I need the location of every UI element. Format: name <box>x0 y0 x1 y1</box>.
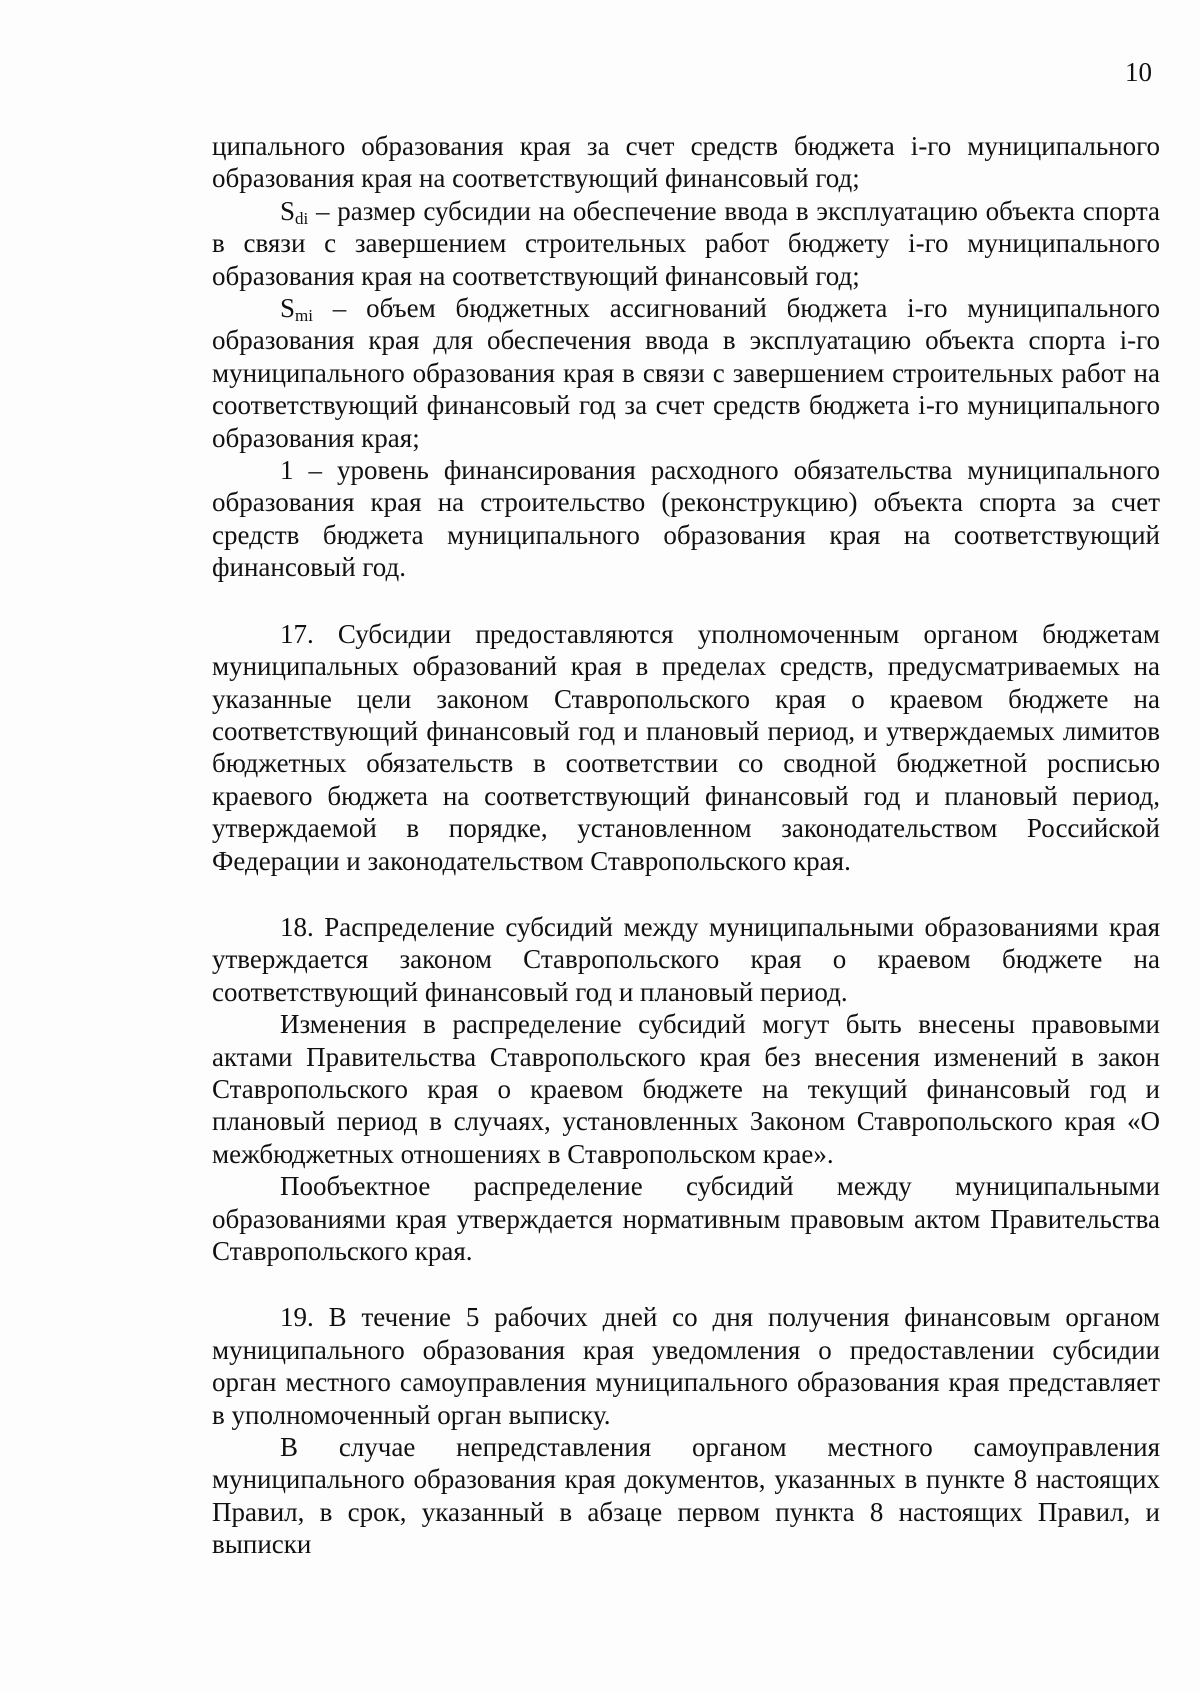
paragraph-continuation: ципального образования края за счет средств бюджета i-го муниципального образования края на соответствующий финансовый год; <box>212 131 1160 194</box>
paragraph-clause-17: 17. Субсидии предоставляются уполномоченным органом бюджетам муниципальных образований края в пределах средств, предусматриваемых на указанные цели законом Ставропольского края о краевом бюджете на соответствующий финансовый год и плановый период, и утверждаемых лимитов бюджетных обязательств в соответствии со сводной бюджетной росписью краевого бюджета на соответствующий финансовый год и плановый период, утверждаемой в порядке, установленном законодательством Российской Федерации и законодательством Ставропольского края. <box>212 618 1160 876</box>
symbol-s: S <box>280 293 296 324</box>
paragraph-sdi-definition <box>212 195 1160 292</box>
paragraph-clause-18-changes: Изменения в распределение субсидий могут быть внесены правовыми актами Правительства Ставропольского края без внесения изменений в закон Ставропольского края о краевом бюджете на текущий финансовый год и плановый период в случаях, установленных Законом Ставропольского края «О межбюджетных отношениях в Ставропольском крае». <box>212 1009 1160 1169</box>
paragraph-clause-18-objects: Пообъектное распределение субсидий между муниципальными образованиями края утверждается нормативным правовым актом Правительства Ставропольского края. <box>212 1171 1160 1266</box>
paragraph-smi-definition <box>212 292 1160 454</box>
document-body <box>212 130 1160 1561</box>
symbol-s: S <box>280 195 296 226</box>
paragraph-level-definition: 1 – уровень финансирования расходного обязательства муниципального образования края на строительство (реконструкцию) объекта спорта за счет средств бюджета муниципального образования края на соответствующий финансовый год. <box>212 455 1160 583</box>
paragraph-clause-19: 19. В течение 5 рабочих дней со дня получения финансовым органом муниципального образования края уведомления о предоставлении субсидии орган местного самоуправления муниципального образования края представляет в уполномоченный орган выписку. <box>212 1302 1160 1430</box>
paragraph-gap <box>212 1267 1160 1301</box>
paragraph-gap <box>212 877 1160 911</box>
page-number: 10 <box>1125 57 1152 87</box>
symbol-subscript-di: di <box>295 208 309 228</box>
paragraph-clause-18: 18. Распределение субсидий между муниципальными образованиями края утверждается законом Ставропольского края о краевом бюджете на соответствующий финансовый год и плановый период. <box>212 911 1160 1007</box>
symbol-subscript-mi: mi <box>295 306 313 326</box>
paragraph-gap <box>212 584 1160 618</box>
sdi-definition-text: – размер субсидии на обеспечение ввода в эксплуатацию объекта спорта в связи с завершением строительных работ бюджету i-го муниципального образования края на соответствующий финансовый год; <box>212 195 1160 291</box>
paragraph-clause-19-failure: В случае непредставления органом местного самоуправления муниципального образования края документов, указанных в пункте 8 настоящих Правил, в срок, указанный в абзаце первом пункта 8 настоящих Правил, и выписки <box>212 1432 1160 1560</box>
smi-definition-text: – объем бюджетных ассигнований бюджета i-го муниципального образования края для обеспечения ввода в эксплуатацию объекта спорта i-го муниципального образования края в связи с завершением строительных работ на соответствующий финансовый год за счет средств бюджета i-го муниципального образования края; <box>212 293 1160 453</box>
